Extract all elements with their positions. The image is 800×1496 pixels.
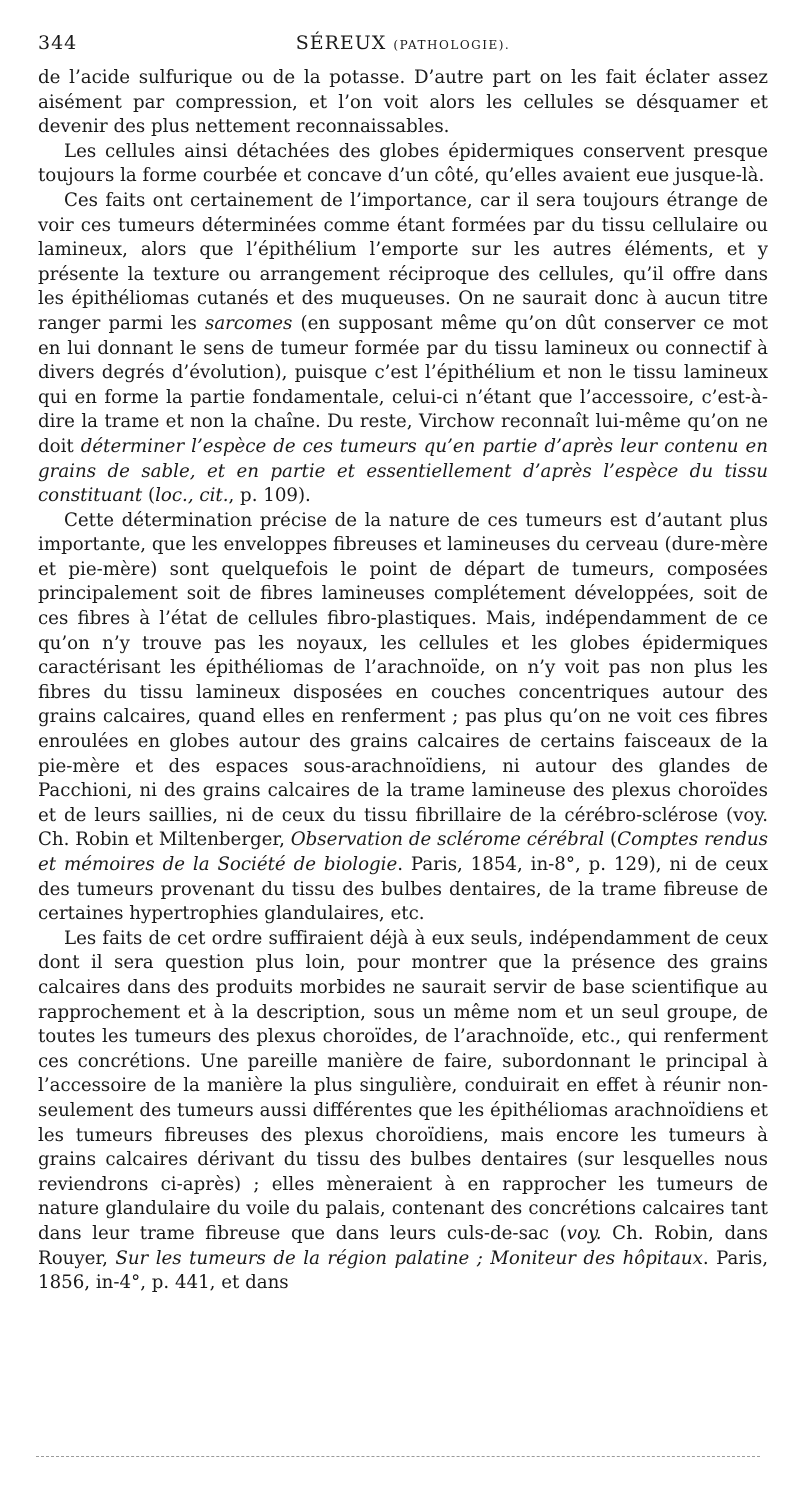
body-text (38, 66, 768, 1296)
italic-text: voy. (566, 1222, 602, 1244)
paragraph (38, 927, 768, 1296)
paragraph (38, 189, 768, 509)
italic-text: Sur les tumeurs de la région palatine ; Moniteur des hôpitaux (115, 1247, 703, 1269)
italic-text: Observation de sclérome cérébral (290, 829, 605, 851)
text-run: Ces faits ont certainement de l’importance, car il sera toujours étrange de voir ces tumeurs déterminées comme étant formées par du tissu cellulaire ou lamineux, alors que l’épithélium l’emporte sur les autres éléments, et y présente la texture ou arrangement réciproque des cellules, qu’il offre dans les épithéliomas cutanés et des muqueuses. On ne saurait donc à aucun titre ranger parmi les (38, 189, 768, 334)
paragraph (38, 140, 768, 189)
text-run: de l’acide sulfurique ou de la potasse. D’autre part on les fait éclater assez aisément par compression, et l’on voit alors les cellules se désquamer et devenir des plus nettement reconnaissables. (38, 67, 768, 138)
paragraph (38, 66, 768, 140)
text-run: Les faits de cet ordre suffiraient déjà à eux seuls, indépendamment de ceux dont il sera question plus loin, pour montrer que la présence des grains calcaires dans des produits morbides ne saurait servir de base scientifique au rapprochement et à la description, sous un même nom et un seul groupe, de toutes les tumeurs des plexus choroïdes, de l’arachnoïde, etc., qui renferment ces concrétions. Une pareille manière de faire, subordonnant le principal à l’accessoire de la manière la plus singulière, conduirait en effet à réunir non-seulement des tumeurs aussi différentes que les épithéliomas arachnoïdiens et les tumeurs fibreuses des plexus choroïdiens, mais encore les tumeurs à grains calcaires dérivant du tissu des bulbes dentaires (sur lesquelles nous reviendrons ci-après) ; elles mèneraient à en rapprocher les tumeurs de nature glandulaire du voile du palais, contenant des concrétions calcaires tant dans leur trame fibreuse que dans leurs culs-de-sac ( (38, 927, 768, 1244)
paragraph (38, 509, 768, 927)
page-number: 344 (38, 32, 78, 54)
text-run: ( (604, 829, 618, 851)
text-run: . Paris, 1856, in-4°, p. 441, et dans (38, 1247, 768, 1294)
text-run: Ch. Robin, dans Rouyer, (38, 1222, 768, 1269)
text-run: , p. 109). (228, 485, 311, 507)
italic-text: sarcomes (205, 312, 293, 334)
text-run: Les cellules ainsi détachées des globes épidermiques conservent presque toujours la forme courbée et concave d’un côté, qu’elles avaient eue jusque-là. (38, 140, 768, 187)
text-run: . Paris, 1854, in-8°, p. 129), ni de ceux des tumeurs provenant du tissu des bulbes dentaires, de la trame fibreuse de certaines hypertrophies glandulaires, etc. (38, 854, 768, 925)
italic-text: déterminer l’espèce de ces tumeurs qu’en partie d’après leur contenu en grains de sable, et en partie et essentiellement d’après l’espèce du tissu constituant (38, 435, 768, 507)
italic-text: Comptes rendus et mémoires de la Société de biologie (38, 829, 768, 875)
footer-rule (36, 1456, 760, 1457)
running-head (38, 32, 768, 54)
italic-text: loc., cit. (155, 485, 229, 507)
page-header (38, 28, 768, 64)
text-run: (en supposant même qu’on dût conserver ce mot en lui donnant le sens de tumeur formée par du tissu lamineux ou connectif à divers degrés d’évolution), puisque c’est l’épithélium et non le tissu lamineux qui en forme la partie fondamentale, celui-ci n’étant que l’accessoire, c’est-à-dire la trame et non la chaîne. Du reste, Virchow reconnaît lui-même qu’on ne doit (38, 312, 768, 457)
text-run: Cette détermination précise de la nature de ces tumeurs est d’autant plus importante, que les enveloppes fibreuses et lamineuses du cerveau (dure-mère et pie-mère) sont quelquefois le point de départ de tumeurs, composées principalement soit de fibres lamineuses complétement développées, soit de ces fibres à l’état de cellules fibro-plastiques. Mais, indépendamment de ce qu’on n’y trouve pas les noyaux, les cellules et les globes épidermiques caractérisant les épithéliomas de l’arachnoïde, on n’y voit pas non plus les fibres du tissu lamineux disposées en couches concentriques autour des grains calcaires, quand elles en renferment ; pas plus qu’on ne voit ces fibres enroulées en globes autour des grains calcaires de certains faisceaux de la pie-mère et des espaces sous-arachnoïdiens, ni autour des glandes de Pacchioni, ni des grains calcaires de la trame lamineuse des plexus choroïdes et de leurs saillies, ni de ceux du tissu fibrillaire de la cérébro-sclérose (voy. Ch. Robin et Miltenberger, (38, 509, 768, 851)
running-subtitle: (PATHOLOGIE). (393, 38, 511, 52)
text-run: ( (142, 485, 156, 507)
running-title: SÉREUX (295, 32, 387, 54)
